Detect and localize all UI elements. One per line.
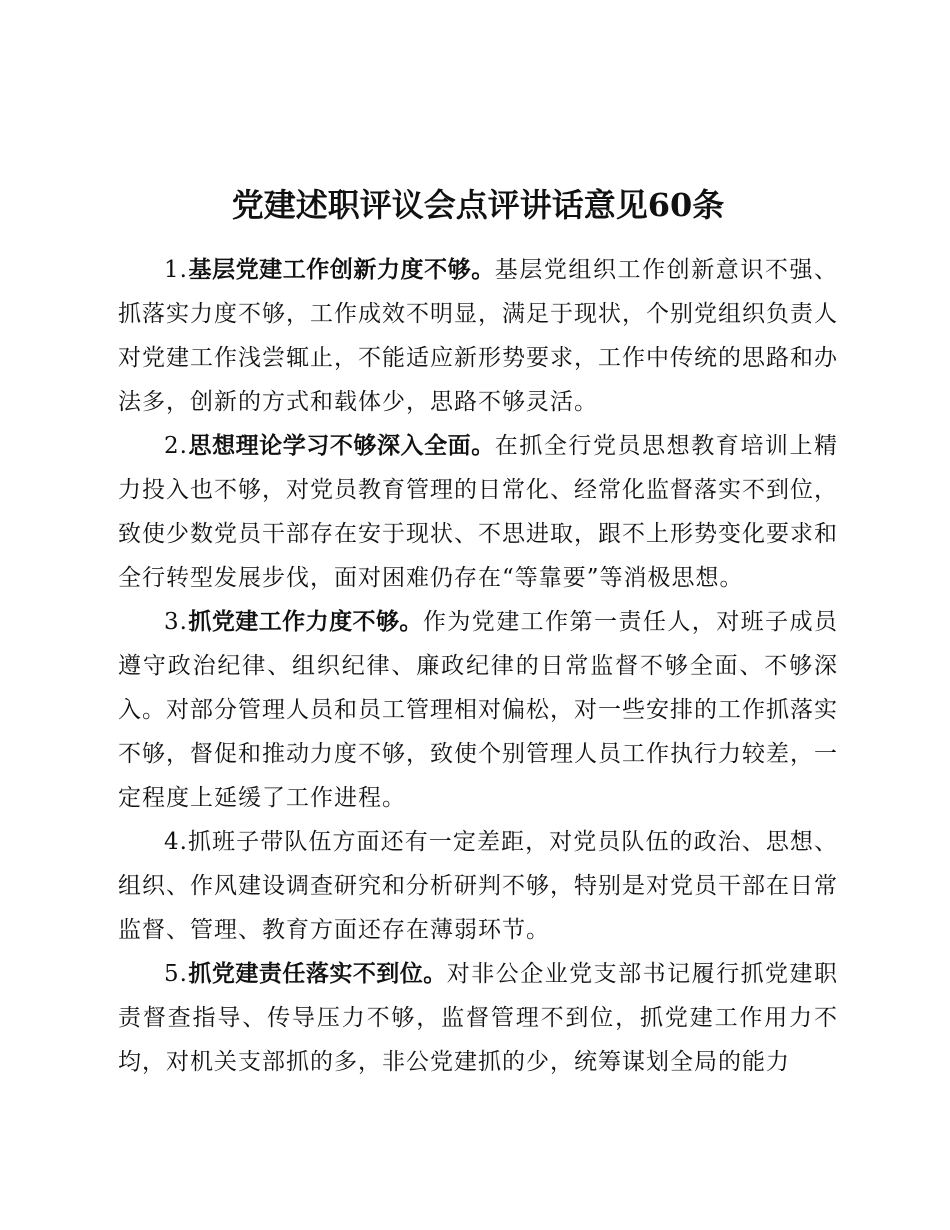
paragraph-1 [118,248,838,424]
paragraph-4-number: 4. [164,829,188,855]
paragraph-3-heading: 抓党建工作力度不够。 [187,609,423,635]
paragraph-2-number: 2. [164,433,188,459]
document-title: 党建述职评议会点评讲话意见60条 [231,186,725,224]
paragraph-2 [118,424,838,600]
paragraph-3-number: 3. [164,609,188,635]
paragraph-1-body: 基层党组织工作创新意识不强、抓落实力度不够，工作成效不明显，满足于现状，个别党组织负责人对党建工作浅尝辄止，不能适应新形势要求，工作中传统的思路和办法多，创新的方式和载体少，思路不够灵活。 [118,257,839,415]
paragraph-4-body: 抓班子带队伍方面还有一定差距，对党员队伍的政治、思想、组织、作风建设调查研究和分析研判不够，特别是对党员干部在日常监督、管理、教育方面还存在薄弱环节。 [118,829,838,943]
paragraph-5-heading: 抓党建责任落实不到位。 [187,961,447,987]
paragraph-3-body: 作为党建工作第一责任人，对班子成员遵守政治纪律、组织纪律、廉政纪律的日常监督不够全面、不够深入。对部分管理人员和员工管理相对偏松，对一些安排的工作抓落实不够，督促和推动力度不够，致使个别管理人员工作执行力较差，一定程度上延缓了工作进程。 [118,609,839,811]
paragraph-3 [118,600,838,820]
paragraph-5-body: 对非公企业党支部书记履行抓党建职责督查指导、传导压力不够，监督管理不到位，抓党建工作用力不均，对机关支部抓的多，非公党建抓的少，统筹谋划全局的能力 [118,961,839,1075]
paragraph-4 [118,820,838,952]
paragraph-5 [118,952,838,1084]
paragraph-2-body: 在抓全行党员思想教育培训上精力投入也不够，对党员教育管理的日常化、经常化监督落实不到位，致使少数党员干部存在安于现状、不思进取，跟不上形势变化要求和全行转型发展步伐，面对困难仍存在“等靠要”等消极思想。 [118,433,839,591]
paragraph-5-number: 5. [164,961,188,987]
paragraph-1-heading: 基层党建工作创新力度不够。 [187,257,495,283]
paragraph-2-heading: 思想理论学习不够深入全面。 [187,433,495,459]
paragraph-1-number: 1. [164,257,188,283]
